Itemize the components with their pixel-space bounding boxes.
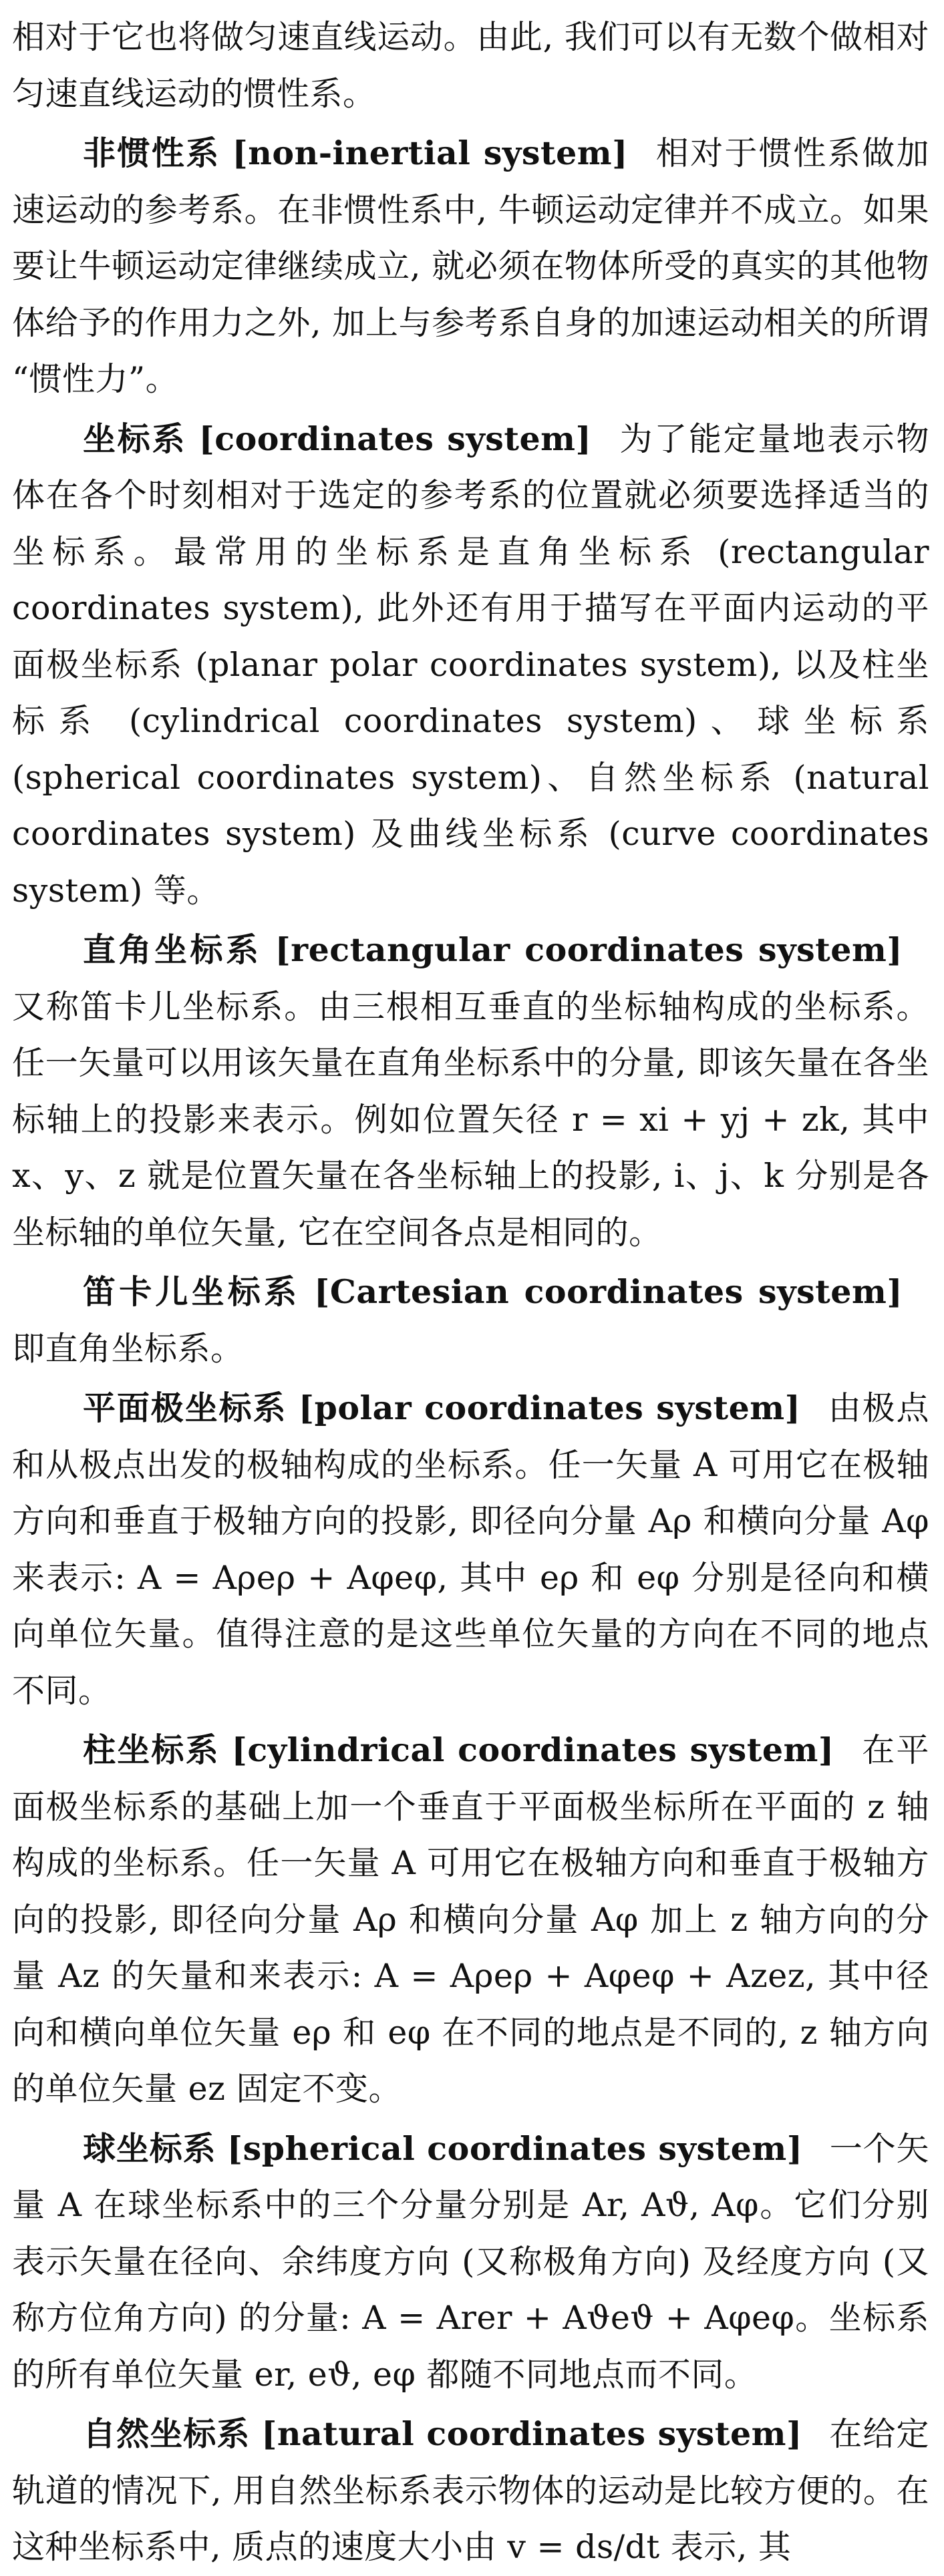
entry-body: 又称笛卡儿坐标系。由三根相互垂直的坐标轴构成的坐标系。任一矢量可以用该矢量在直角坐标系中的分量, 即该矢量在各坐标轴上的投影来表示。例如位置矢径 r = xi + yj + zk, 其中 x、y、z 就是位置矢量在各坐标轴上的投影, i、j、k 分别是各坐标轴的单位矢量, 它在空间各点是相同的。 [12,987,929,1252]
entry-body: 在平面极坐标系的基础上加一个垂直于平面极坐标所在平面的 z 轴构成的坐标系。任一矢量 A 可用它在极轴方向和垂直于极轴方向的投影, 即径向分量 Aρ 和横向分量 Aφ 加上 z 轴方向的分量 Az 的矢量和来表示: A = Aρeρ + Aφeφ + Azez, 其中径向和横向单位矢量 eρ 和 eφ 在不同的地点是不同的, z 轴方向的单位矢量 ez 固定不变。 [12,1731,929,2108]
entry-term: 笛卡儿坐标系 [83,1273,301,1311]
entry-english: [polar coordinates system] [298,1389,801,1427]
entry-body: 由极点和从极点出发的极轴构成的坐标系。任一矢量 A 可用它在极轴方向和垂直于极轴方向的投影, 即径向分量 Aρ 和横向分量 Aφ 来表示: A = Aρeρ + Aφeφ, 其中 eρ 和 eφ 分别是径向和横向单位矢量。值得注意的是这些单位矢量的方向在不同的地点不同。 [12,1389,930,1710]
entry-spherical-coordinates-system [12,2121,929,2404]
entry-term: 坐标系 [83,419,187,458]
entry-body: 相对于惯性系做加速运动的参考系。在非惯性系中, 牛顿运动定律并不成立。如果要让牛顿运动定律继续成立, 就必须在物体所受的真实的其他物体给予的作用力之外, 加上与参考系自身的加速运动相关的所谓 “惯性力”。 [12,134,929,398]
entry-coordinates-system [12,411,929,920]
entry-polar-coordinates-system [12,1380,929,1719]
entry-term: 自然坐标系 [83,2415,251,2453]
entry-english: [spherical coordinates system] [226,2129,803,2168]
entry-english: [non-inertial system] [232,134,628,172]
entry-term: 球坐标系 [83,2129,216,2168]
entry-non-inertial-system [12,125,929,408]
entry-body: 为了能定量地表示物体在各个时刻相对于选定的参考系的位置就必须要选择适当的坐标系。最常用的坐标系是直角坐标系 (rectangular coordinates system), 此外还有用于描写在平面内运动的平面极坐标系 (planar polar coordinates system), 以及柱坐标系 (cylindrical coordinates system)、球坐标系 (spherical coordinates system)、自然坐标系 (natural coordinates system) 及曲线坐标系 (curve coordinates system) 等。 [12,419,929,910]
entry-english: [coordinates system] [198,419,592,458]
entry-english: [rectangular coordinates system] [275,930,903,969]
entry-term: 柱坐标系 [83,1731,220,1769]
entry-body: 即直角坐标系。 [12,1329,244,1368]
entry-term: 平面极坐标系 [83,1389,287,1427]
entry-term: 非惯性系 [83,134,220,172]
entry-body: 一个矢量 A 在球坐标系中的三个分量分别是 Ar, Aϑ, Aφ。它们分别表示矢量在径向、余纬度方向 (又称极角方向) 及经度方向 (又称方位角方向) 的分量: A = Arer + Aϑeϑ + Aφeφ。坐标系的所有单位矢量 er, eϑ, eφ 都随不同地点而不同。 [12,2129,929,2394]
entry-english: [natural coordinates system] [261,2414,802,2453]
entry-rectangular-coordinates-system [12,922,929,1261]
entry-term: 直角坐标系 [83,931,262,969]
entry-body: 在给定轨道的情况下, 用自然坐标系表示物体的运动是比较方便的。在这种坐标系中, 质点的速度大小由 v = ds/dt 表示, 其 [12,2415,929,2566]
entry-natural-coordinates-system [12,2406,929,2576]
entry-english: [Cartesian coordinates system] [314,1272,903,1311]
entry-english: [cylindrical coordinates system] [231,1730,834,1769]
entry-cartesian-coordinates-system [12,1264,929,1377]
entry-cylindrical-coordinates-system [12,1722,929,2118]
intro-paragraph: 相对于它也将做匀速直线运动。由此, 我们可以有无数个做相对匀速直线运动的惯性系。 [12,18,929,113]
